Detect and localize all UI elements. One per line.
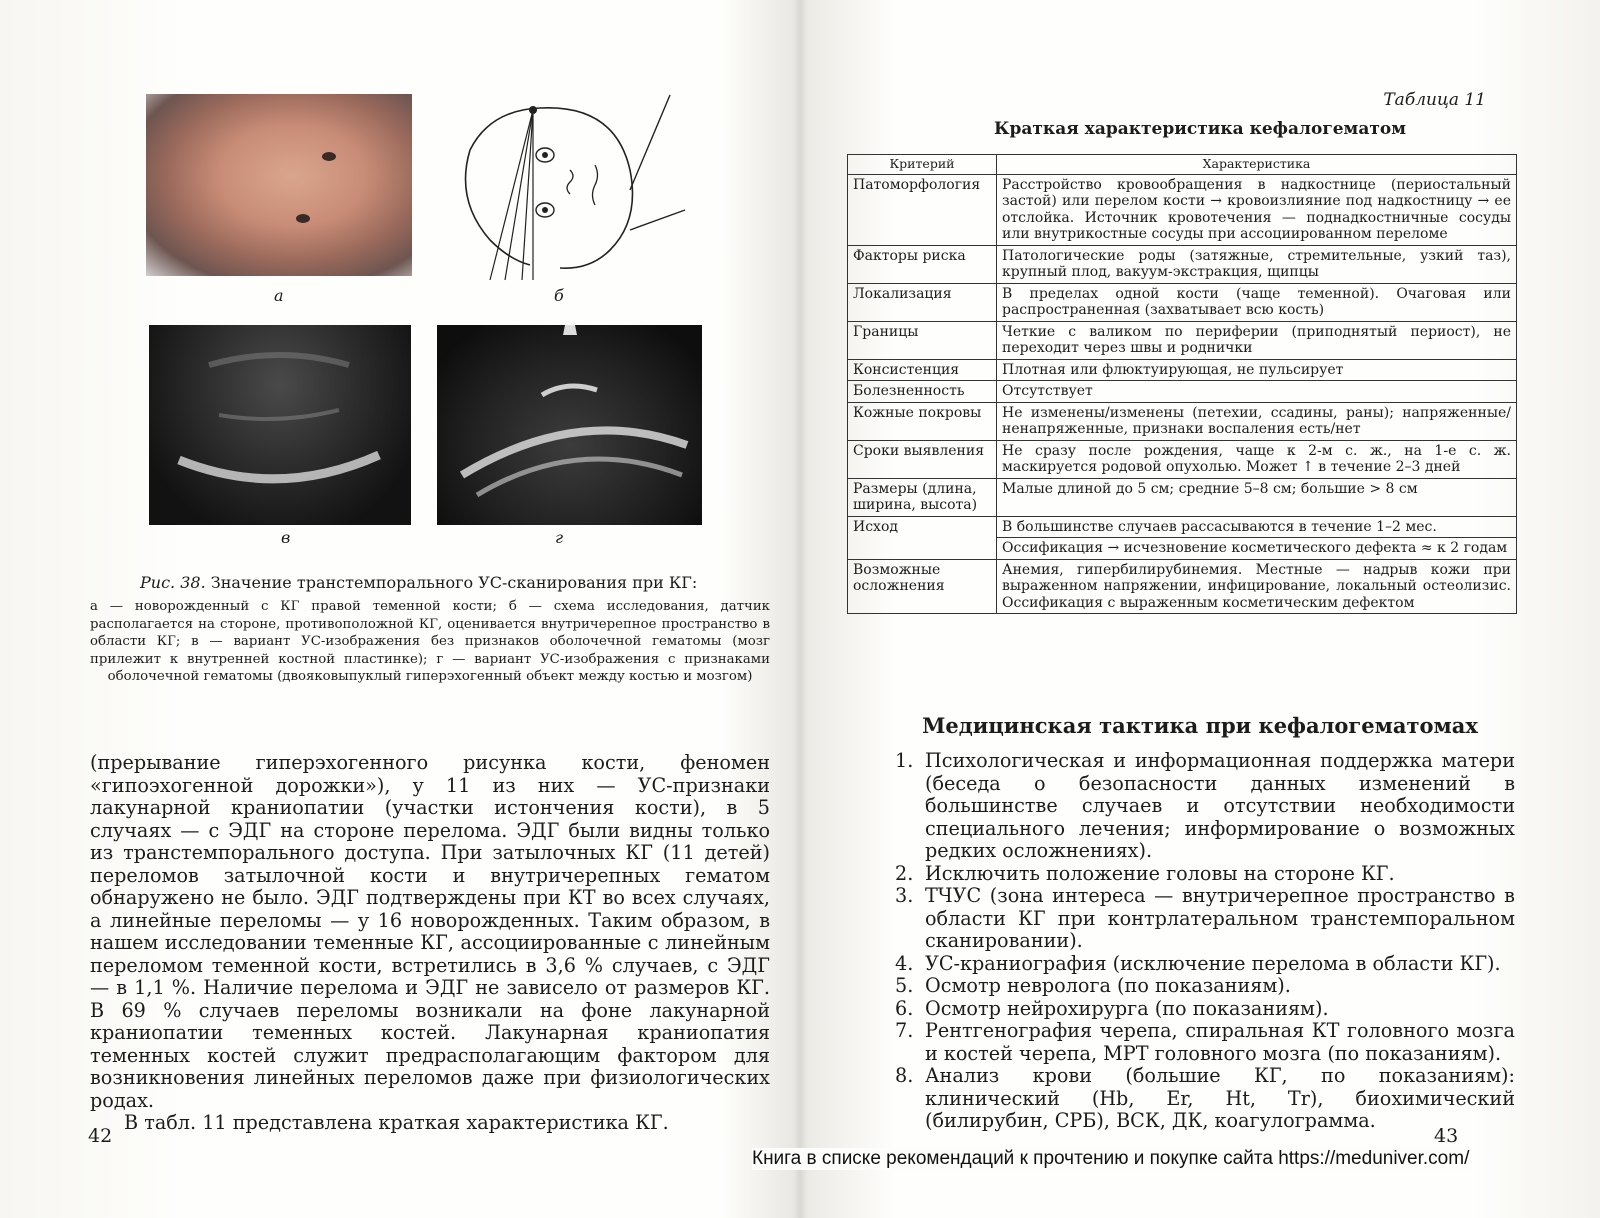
criterion-cell: Болезненность <box>848 381 997 403</box>
list-item <box>895 953 1515 976</box>
list-item-number: 7. <box>895 1019 914 1042</box>
characteristic-cell: Плотная или флюктуирующая, не пульсирует <box>997 359 1517 381</box>
list-item-number: 6. <box>895 996 914 1020</box>
characteristic-cell: Анемия, гипербилирубинемия. Местные — надрыв кожи при выраженном напряжении, инфицирование, локальный остеолизис. Оссификация с выраженным косметическим дефектом <box>997 559 1517 614</box>
criterion-cell: Размеры (длина, ширина, высота) <box>848 478 997 516</box>
list-item <box>895 998 1515 1021</box>
table-title: Краткая характеристика кефалогематом <box>994 119 1406 139</box>
criterion-cell: Кожные покровы <box>848 402 997 440</box>
list-item-text: Осмотр невролога (по показаниям). <box>925 974 1291 997</box>
figure-caption-body: а — новорожденный с КГ правой теменной кости; б — схема исследования, датчик располагается на стороне, противоположной КГ, оценивается внутричерепное пространство в области КГ; в — вариант УС-изображения без признаков оболочечной гематомы (мозг прилежит к внутренней костной пластинке); г — вариант УС-изображения с признаками оболочечной гематомы (двояковыпуклый гиперэхогенный объект между костью и мозгом) <box>90 599 770 685</box>
list-item-text: Психологическая и информационная поддержка матери (беседа о безопасности данных изменений в большинстве случаев и отсутствии необходимости специального лечения; информирование о возможных редких осложнениях). <box>925 749 1515 862</box>
list-item <box>895 1065 1515 1133</box>
criterion-cell: Границы <box>848 321 997 359</box>
characteristic-cell: В пределах одной кости (чаще теменной). Очаговая или распространенная (захватывает всю кость) <box>997 283 1517 321</box>
characteristic-cell: В большинстве случаев рассасываются в течение 1–2 мес. <box>997 516 1517 538</box>
table-row <box>848 440 1517 478</box>
cephalohematoma-table <box>847 154 1517 614</box>
criterion-cell: Консистенция <box>848 359 997 381</box>
characteristic-cell: Малые длиной до 5 см; средние 5–8 см; большие > 8 см <box>997 478 1517 516</box>
list-item-text: Рентгенография черепа, спиральная КТ головного мозга и костей черепа, МРТ головного мозга (по показаниям). <box>925 1019 1515 1065</box>
table-row <box>848 516 1517 538</box>
list-item-number: 2. <box>895 861 914 885</box>
list-item <box>895 885 1515 953</box>
table-row <box>848 402 1517 440</box>
figure-letter-v: в <box>281 528 291 547</box>
list-item-text: Исключить положение головы на стороне КГ. <box>925 861 1395 885</box>
criterion-cell: Возможные осложнения <box>848 559 997 614</box>
figure-caption-title-text: Значение транстемпорального УС-сканирования при КГ: <box>205 573 698 592</box>
list-item-text: Осмотр нейрохирурга (по показаниям). <box>925 996 1329 1020</box>
table-row <box>848 478 1517 516</box>
criterion-cell: Локализация <box>848 283 997 321</box>
criterion-cell: Патоморфология <box>848 174 997 245</box>
characteristic-cell: Оссификация → исчезновение косметического дефекта ≈ к 2 годам <box>997 538 1517 560</box>
list-item-number: 1. <box>895 749 914 772</box>
figure-caption-title <box>140 573 740 592</box>
list-item-number: 3. <box>895 884 914 907</box>
characteristic-cell: Не изменены/изменены (петехии, ссадины, раны); напряженные/ненапряженные, признаки воспаления есть/нет <box>997 402 1517 440</box>
newborn-photo <box>146 94 412 276</box>
watermark-text: Книга в списке рекомендаций к прочтению и покупке сайта https://meduniver.com/ <box>752 1148 1470 1169</box>
table-row <box>848 321 1517 359</box>
characteristic-cell: Четкие с валиком по периферии (приподнятый периост), не переходит через швы и роднички <box>997 321 1517 359</box>
characteristic-cell: Отсутствует <box>997 381 1517 403</box>
criterion-cell: Сроки выявления <box>848 440 997 478</box>
table-row <box>848 245 1517 283</box>
table-row <box>848 283 1517 321</box>
list-item-text: Анализ крови (большие КГ, по показаниям): клинический (Hb, Er, Ht, Tr), биохимический (билирубин, СРБ), ВСК, ДК, коагулограмма. <box>925 1064 1515 1132</box>
column-header-characteristic: Характеристика <box>997 155 1517 175</box>
characteristic-cell: Патологические роды (затяжные, стремительные, узкий таз), крупный плод, вакуум-экстракция, щипцы <box>997 245 1517 283</box>
left-body-text <box>90 752 770 1135</box>
figure-letter-a: а <box>274 286 284 305</box>
table-row <box>848 381 1517 403</box>
list-item <box>895 1020 1515 1065</box>
paragraph: В табл. 11 представлена краткая характеристика КГ. <box>124 1111 669 1134</box>
list-item-text: ТЧУС (зона интереса — внутричерепное пространство в области КГ при контрлатеральном транстемпоральном сканировании). <box>925 884 1515 952</box>
table-label: Таблица 11 <box>1383 90 1486 110</box>
section-title: Медицинская тактика при кефалогематомах <box>922 713 1478 738</box>
table-header-row <box>848 155 1517 175</box>
figure-letter-b: б <box>554 286 564 305</box>
figure-caption-label: Рис. 38. <box>140 573 206 592</box>
table-row <box>848 559 1517 614</box>
characteristic-cell: Расстройство кровообращения в надкостнице (периостальный застой) или перелом кости → кровоизлияние под надкостницу → ее отслойка. Источник кровотечения — поднадкостничные сосуды или внутрикостные сосуды при ассоциированном переломе <box>997 174 1517 245</box>
ultrasound-image-g <box>437 325 702 525</box>
scan-scheme-diagram <box>430 90 700 285</box>
table-row <box>848 359 1517 381</box>
list-item-number: 5. <box>895 974 914 997</box>
ultrasound-image-v <box>149 325 411 525</box>
tactics-list <box>895 750 1515 1133</box>
characteristic-cell: Не сразу после рождения, чаще к 2-м с. ж., на 1-е с. ж. маскируется родовой опухолью. Может ↑ в течение 2–3 дней <box>997 440 1517 478</box>
criterion-cell: Факторы риска <box>848 245 997 283</box>
list-item <box>895 750 1515 863</box>
list-item <box>895 863 1515 886</box>
page-number-left: 42 <box>88 1125 113 1147</box>
figure-letter-g: г <box>555 528 564 547</box>
criterion-cell: Исход <box>848 516 997 559</box>
list-item <box>895 975 1515 998</box>
paragraph: (прерывание гиперэхогенного рисунка кости, феномен «гипоэхогенной дорожки»), у 11 из них — УС-признаки лакунарной краниопатии (участки истончения кости), в 5 случаях — с ЭДГ на стороне перелома. ЭДГ были видны только из транстемпорального доступа. При затылочных КГ (11 детей) переломов затылочной кости и внутричерепных гематом обнаружено не было. ЭДГ подтверждены при КТ во всех случаях, а линейные переломы — у 16 новорожденных. Таким образом, в нашем исследовании теменные КГ, ассоциированные с линейным переломом теменной кости, встретились в 3,6 % случаев, с ЭДГ — в 1,1 %. Наличие перелома и ЭДГ не зависело от размеров КГ. В 69 % случаев переломы возникали на фоне лакунарной краниопатии теменных костей. Лакунарная краниопатия теменных костей служит предрасполагающим фактором для возникновения линейных переломов даже при физиологических родах. <box>90 751 770 1112</box>
list-item-number: 4. <box>895 951 914 975</box>
column-header-criterion: Критерий <box>848 155 997 175</box>
list-item-text: УС-краниография (исключение перелома в области КГ). <box>925 951 1501 975</box>
page-number-right: 43 <box>1434 1125 1459 1147</box>
list-item-number: 8. <box>895 1064 914 1087</box>
table-row <box>848 174 1517 245</box>
table-body <box>848 174 1517 614</box>
